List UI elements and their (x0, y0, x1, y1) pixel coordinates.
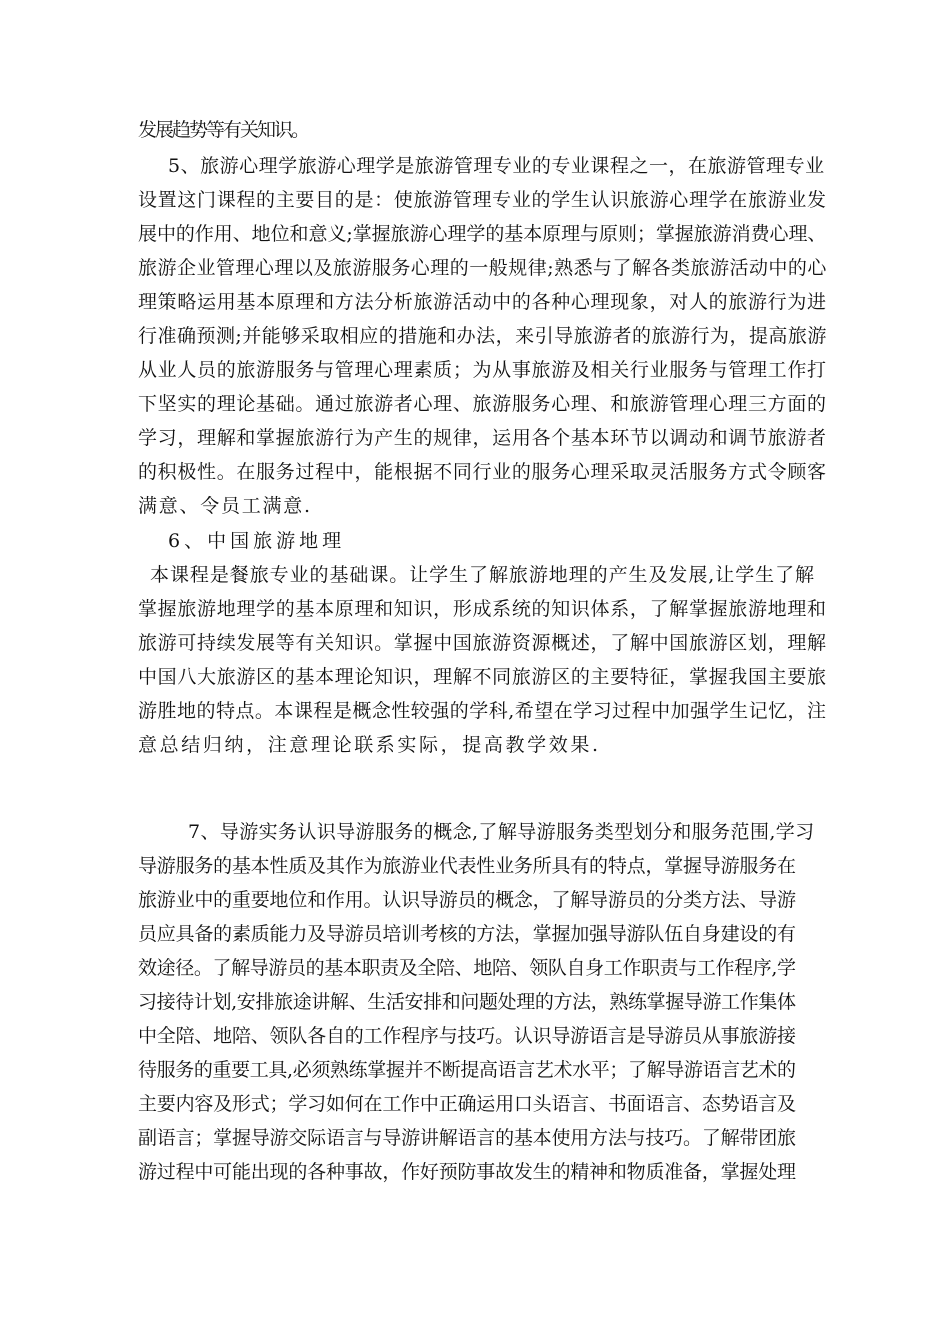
text-line: 副语言；掌握导游交际语言与导游讲解语言的基本使用方法与技巧。了解带团旅 (138, 1127, 796, 1149)
text-line: 习接待计划,安排旅途讲解、生活安排和问题处理的方法，熟练掌握导游工作集体 (138, 991, 796, 1013)
text-line: 中国八大旅游区的基本理论知识，理解不同旅游区的主要特征，掌握我国主要旅 (138, 666, 827, 688)
text-line: 的积极性。在服务过程中，能根据不同行业的服务心理采取灵活服务方式令顾客 (138, 461, 827, 483)
text-line: 本课程是餐旅专业的基础课。让学生了解旅游地理的产生及发展,让学生了解 (150, 564, 815, 586)
text-line: 6、中国旅游地理 (168, 530, 346, 552)
text-line: 理策略运用基本原理和方法分析旅游活动中的各种心理现象，对人的旅游行为进 (138, 291, 827, 313)
text-line: 效途径。了解导游员的基本职责及全陪、地陪、领队自身工作职责与工作程序,学 (138, 957, 796, 979)
text-line: 旅游可持续发展等有关知识。掌握中国旅游资源概述，了解中国旅游区划，理解 (138, 632, 827, 654)
text-line: 7、导游实务认识导游服务的概念,了解导游服务类型划分和服务范围,学习 (188, 821, 815, 843)
text-line: 意总结归纳，注意理论联系实际，提高教学效果. (138, 734, 601, 756)
text-line: 设置这门课程的主要目的是：使旅游管理专业的学生认识旅游心理学在旅游业发 (138, 189, 827, 211)
text-line: 行准确预测;并能够采取相应的措施和办法，来引导旅游者的旅游行为，提高旅游 (138, 325, 827, 347)
text-line: 从业人员的旅游服务与管理心理素质；为从事旅游及相关行业服务与管理工作打 (138, 359, 827, 381)
text-line: 展中的作用、地位和意义;掌握旅游心理学的基本原理与原则；掌握旅游消费心理、 (138, 223, 827, 245)
text-line: 导游服务的基本性质及其作为旅游业代表性业务所具有的特点，掌握导游服务在 (138, 855, 796, 877)
text-line: 旅游企业管理心理以及旅游服务心理的一般规律;熟悉与了解各类旅游活动中的心 (138, 257, 827, 279)
text-line: 发展趋势等有关知识。 (138, 119, 309, 141)
text-line: 5、旅游心理学旅游心理学是旅游管理专业的专业课程之一，在旅游管理专业 (168, 155, 825, 177)
text-line: 中全陪、地陪、领队各自的工作程序与技巧。认识导游语言是导游员从事旅游接 (138, 1025, 796, 1047)
text-line: 学习，理解和掌握旅游行为产生的规律，运用各个基本环节以调动和调节旅游者 (138, 427, 827, 449)
text-line: 主要内容及形式；学习如何在工作中正确运用口头语言、书面语言、态势语言及 (138, 1093, 796, 1115)
text-line: 下坚实的理论基础。通过旅游者心理、旅游服务心理、和旅游管理心理三方面的 (138, 393, 827, 415)
text-line: 待服务的重要工具,必须熟练掌握并不断提高语言艺术水平；了解导游语言艺术的 (138, 1059, 796, 1081)
text-line: 游胜地的特点。本课程是概念性较强的学科,希望在学习过程中加强学生记忆，注 (138, 700, 827, 722)
text-line: 掌握旅游地理学的基本原理和知识，形成系统的知识体系，了解掌握旅游地理和 (138, 598, 827, 620)
text-line: 旅游业中的重要地位和作用。认识导游员的概念，了解导游员的分类方法、导游 (138, 889, 796, 911)
text-line: 游过程中可能出现的各种事故，作好预防事故发生的精神和物质准备，掌握处理 (138, 1161, 796, 1183)
text-line: 满意、令员工满意. (138, 495, 312, 517)
text-line: 员应具备的素质能力及导游员培训考核的方法，掌握加强导游队伍自身建设的有 (138, 923, 796, 945)
